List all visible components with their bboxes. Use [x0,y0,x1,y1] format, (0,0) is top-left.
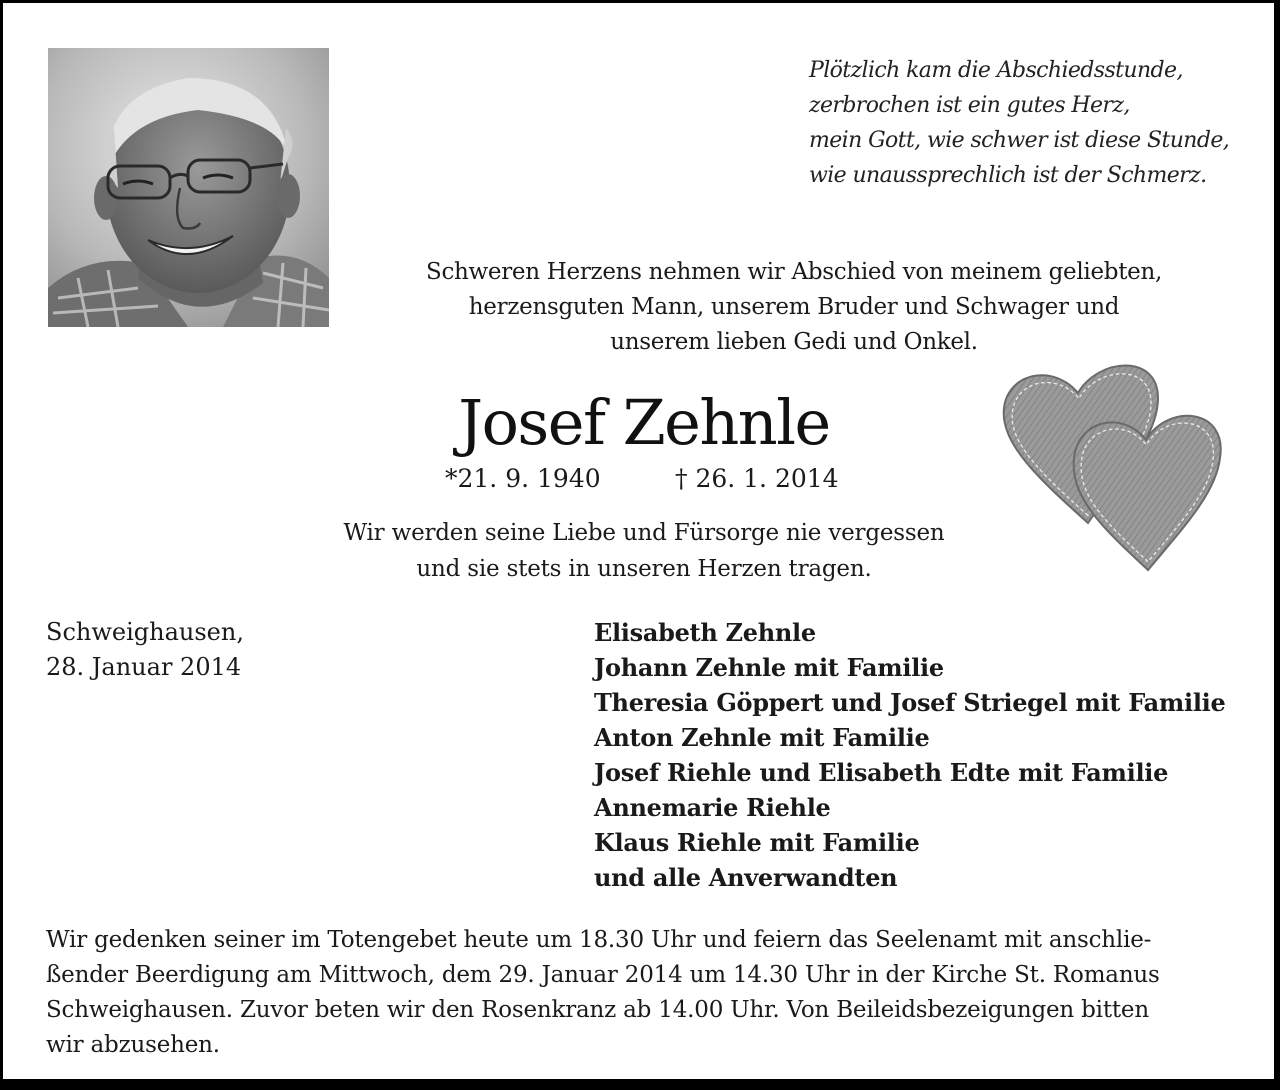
service-line: ßender Beerdigung am Mittwoch, dem 29. Januar 2014 um 14.30 Uhr in der Kirche St. Romanus [46,962,1160,988]
place: Schweighausen, [46,618,244,646]
poem-line: Plötzlich kam die Abschiedsstunde, [809,58,1183,83]
intro-line: Schweren Herzens nehmen wir Abschied von meinem geliebten, [425,259,1162,285]
service-line: Schweighausen. Zuvor beten wir den Rosenkranz ab 14.00 Uhr. Von Beileidsbezeigungen bitten [46,997,1149,1023]
mourners-list [594,615,1225,895]
remembrance-line: und sie stets in unseren Herzen tragen. [416,556,872,582]
death-date: † 26. 1. 2014 [675,464,839,493]
remembrance-text [303,515,985,587]
portrait-photo [48,48,329,327]
hearts-icon [998,358,1230,573]
service-details [46,923,1244,1063]
intro-text [333,255,1255,360]
date: 28. Januar 2014 [46,653,242,681]
service-line: Wir gedenken seiner im Totengebet heute um 18.30 Uhr und feiern das Seelenamt mit anschlie- [46,927,1152,953]
poem [809,53,1229,193]
mourner: Johann Zehnle mit Familie [594,653,944,682]
mourner: Anton Zehnle mit Familie [594,723,930,752]
place-date [46,615,244,685]
poem-line: wie unaussprechlich ist der Schmerz. [809,163,1207,188]
mourner: Josef Riehle und Elisabeth Edte mit Familie [594,758,1169,787]
mourner: Annemarie Riehle [594,793,831,822]
obituary-notice [3,3,1274,1079]
poem-line: mein Gott, wie schwer ist diese Stunde, [809,128,1230,153]
intro-line: unserem lieben Gedi und Onkel. [610,329,978,355]
birth-date: *21. 9. 1940 [445,464,601,493]
deceased-name: Josef Zehnle [458,386,830,459]
mourner: Klaus Riehle mit Familie [594,828,920,857]
mourner: und alle Anverwandten [594,863,898,892]
mourner: Elisabeth Zehnle [594,618,816,647]
poem-line: zerbrochen ist ein gutes Herz, [809,93,1130,118]
remembrance-line: Wir werden seine Liebe und Fürsorge nie vergessen [343,520,945,546]
service-line: wir abzusehen. [46,1032,220,1058]
intro-line: herzensguten Mann, unserem Bruder und Schwager und [468,294,1120,320]
mourner: Theresia Göppert und Josef Striegel mit Familie [594,688,1226,717]
